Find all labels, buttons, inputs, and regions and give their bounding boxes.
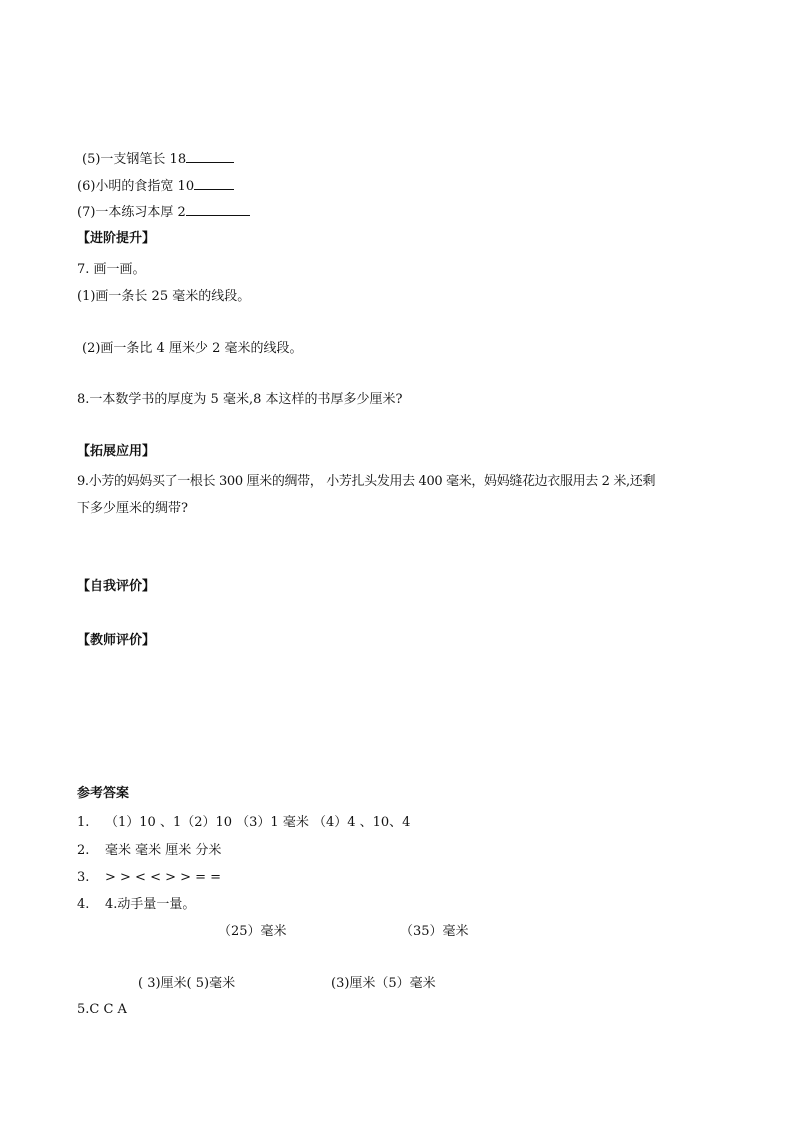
item-pen-length <box>82 149 234 169</box>
section-heading-teacher-evaluation: 【教师评价】 <box>77 633 156 648</box>
answer-number: 4. <box>77 897 90 912</box>
answer-1 <box>77 814 410 832</box>
section-heading-advanced: 【进阶提升】 <box>77 231 156 246</box>
item-text: (7)一本练习本厚 2 <box>77 205 186 220</box>
answer-blank[interactable] <box>194 176 234 190</box>
question-8: 8.一本数学书的厚度为 5 毫米,8 本这样的书厚多少厘米? <box>77 392 403 407</box>
answer-5: 5.C C A <box>77 1002 127 1017</box>
item-text: (5)一支钢笔长 18 <box>82 152 187 167</box>
section-heading-extension: 【拓展应用】 <box>77 444 156 459</box>
section-heading-self-evaluation: 【自我评价】 <box>77 579 156 594</box>
answer-3 <box>77 869 221 887</box>
answer-blank[interactable] <box>186 149 234 163</box>
answer-text: 4.动手量一量。 <box>105 897 196 912</box>
question-7-part-1: (1)画一条长 25 毫米的线段。 <box>77 289 251 304</box>
answer-number: 1. <box>77 815 90 830</box>
answer-text: （1）10 、1（2）10 （3）1 毫米 （4）4 、10、4 <box>105 815 411 830</box>
item-text: (6)小明的食指宽 10 <box>77 179 195 194</box>
answer-number: 3. <box>77 870 90 885</box>
question-7-part-2: (2)画一条比 4 厘米少 2 毫米的线段。 <box>82 341 303 356</box>
question-9-line-2: 下多少厘米的绸带? <box>77 501 188 516</box>
answer-4-measure-1: （25）毫米 <box>218 924 287 939</box>
answer-2 <box>77 842 221 860</box>
answer-text: 毫米 毫米 厘米 分米 <box>105 843 222 858</box>
answer-4 <box>77 896 195 914</box>
answer-blank[interactable] <box>186 202 250 216</box>
answer-number: 2. <box>77 843 90 858</box>
item-finger-width <box>77 176 234 196</box>
answer-key-title: 参考答案 <box>77 786 130 801</box>
answer-4-measure-2: （35）毫米 <box>400 924 469 939</box>
question-9-line-1: 9.小芳的妈妈买了一根长 300 厘米的绸带， 小芳扎头发用去 400 毫米，妈妈缝花边衣服用去 2 米,还剩 <box>77 474 656 489</box>
answer-4-measure-3: ( 3)厘米( 5)毫米 <box>138 976 236 991</box>
question-7-title: 7. 画一画。 <box>77 262 146 277</box>
item-notebook-thickness <box>77 202 250 222</box>
answer-text: > > < < > > = = <box>105 870 222 885</box>
answer-4-measure-4: (3)厘米（5）毫米 <box>331 976 436 991</box>
